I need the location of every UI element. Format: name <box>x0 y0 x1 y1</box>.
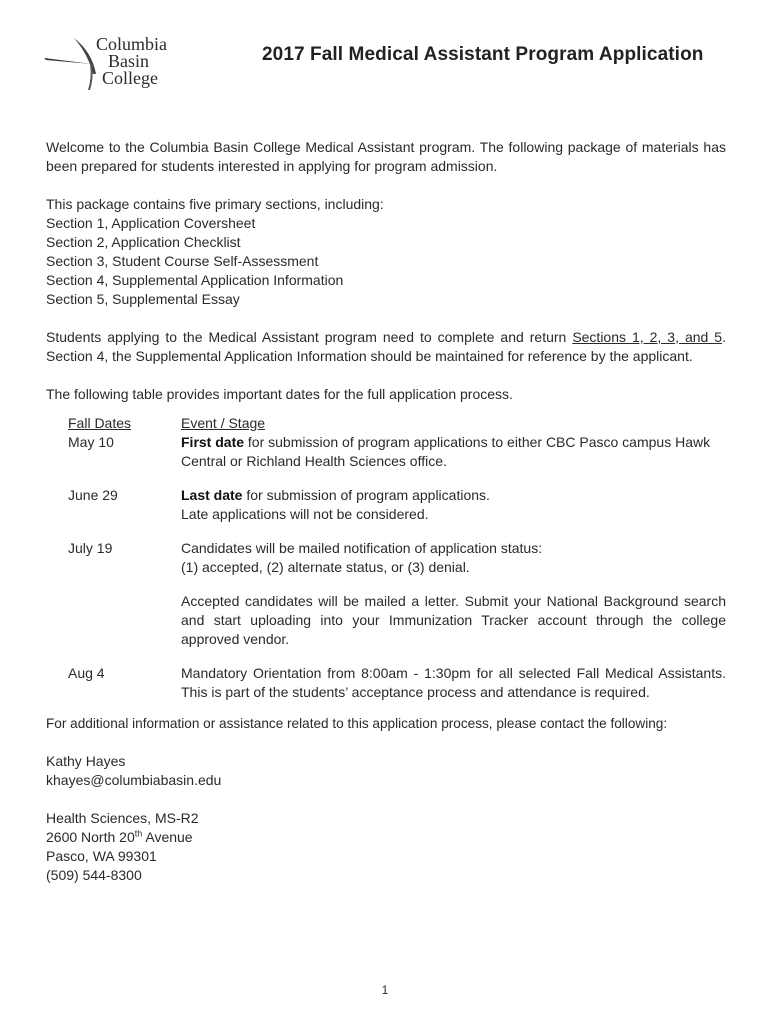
section-item: Section 1, Application Coversheet <box>46 215 256 231</box>
section-item: Section 3, Student Course Self-Assessment <box>46 253 319 269</box>
row-event-text: for submission of program applications to either CBC Pasco campus Hawk Central or Richland Health Sciences office. <box>181 434 711 469</box>
row-date: June 29 <box>68 487 118 503</box>
page-title: 2017 Fall Medical Assistant Program Application <box>262 44 704 65</box>
section-item: Section 4, Supplemental Application Information <box>46 272 344 288</box>
logo-line-2: Basin <box>108 51 150 71</box>
package-heading: This package contains five primary sections, including: <box>46 196 384 212</box>
street-suffix: th <box>134 828 143 839</box>
header-fall-dates: Fall Dates <box>68 415 132 431</box>
table-row <box>68 664 726 702</box>
logo-line-3: College <box>102 68 158 88</box>
row-event-text: Candidates will be mailed notification of application status: <box>181 540 543 556</box>
street-number: 2600 North 20 <box>46 829 135 845</box>
row-event-line2: Late applications will not be considered. <box>181 506 429 522</box>
contact-phone: (509) 544-8300 <box>46 867 142 883</box>
table-row <box>68 539 726 649</box>
row-date: July 19 <box>68 540 113 556</box>
row-date: May 10 <box>68 434 114 450</box>
street-name: Avenue <box>142 829 193 845</box>
row-event-para2: Accepted candidates will be mailed a letter. Submit your National Background search and start uploading into your Immunization Tracker account through the college approved vendor. <box>181 593 726 647</box>
dates-table <box>68 414 726 702</box>
table-header-row <box>68 414 726 433</box>
row-event-text: Mandatory Orientation from 8:00am - 1:30pm for all selected Fall Medical Assistants. This is part of the students’ acceptance process and attendance is required. <box>181 665 726 700</box>
requirement-paragraph <box>46 328 726 366</box>
contact-email: khayes@columbiabasin.edu <box>46 772 222 788</box>
table-row <box>68 433 726 471</box>
section-item: Section 5, Supplemental Essay <box>46 291 240 307</box>
document-body <box>46 138 726 885</box>
contact-street <box>46 828 726 847</box>
row-event <box>181 486 726 524</box>
contact-intro: For additional information or assistance related to this application process, please contact the following: <box>46 716 668 731</box>
logo-wordmark <box>96 36 167 87</box>
row-event-bold: Last date <box>181 487 243 503</box>
page-number: 1 <box>381 983 389 997</box>
row-event-text: for submission of program applications. <box>242 487 490 503</box>
table-intro: The following table provides important dates for the full application process. <box>46 386 513 402</box>
table-row <box>68 486 726 524</box>
logo-line-1: Columbia <box>96 34 167 54</box>
intro-paragraph: Welcome to the Columbia Basin College Medical Assistant program. The following package of materials has been prepared for students interested in applying for program admission. <box>46 139 726 174</box>
requirement-text-after: . Section 4, the Supplemental Application Information should be maintained for reference by the applicant. <box>46 329 726 364</box>
contact-department: Health Sciences, MS-R2 <box>46 810 199 826</box>
row-event-bold: First date <box>181 434 245 450</box>
header-event-stage: Event / Stage <box>181 415 266 431</box>
row-event <box>181 539 726 649</box>
contact-name: Kathy Hayes <box>46 753 126 769</box>
row-event-line2: (1) accepted, (2) alternate status, or (3) denial. <box>181 559 470 575</box>
contact-city: Pasco, WA 99301 <box>46 848 157 864</box>
logo-star-icon <box>44 34 104 94</box>
section-item: Section 2, Application Checklist <box>46 234 241 250</box>
row-event <box>181 433 726 471</box>
required-sections: Sections 1, 2, 3, and 5 <box>572 329 723 345</box>
requirement-text: Students applying to the Medical Assistant program need to complete and return <box>46 329 573 345</box>
row-date: Aug 4 <box>68 665 105 681</box>
college-logo <box>44 34 174 94</box>
